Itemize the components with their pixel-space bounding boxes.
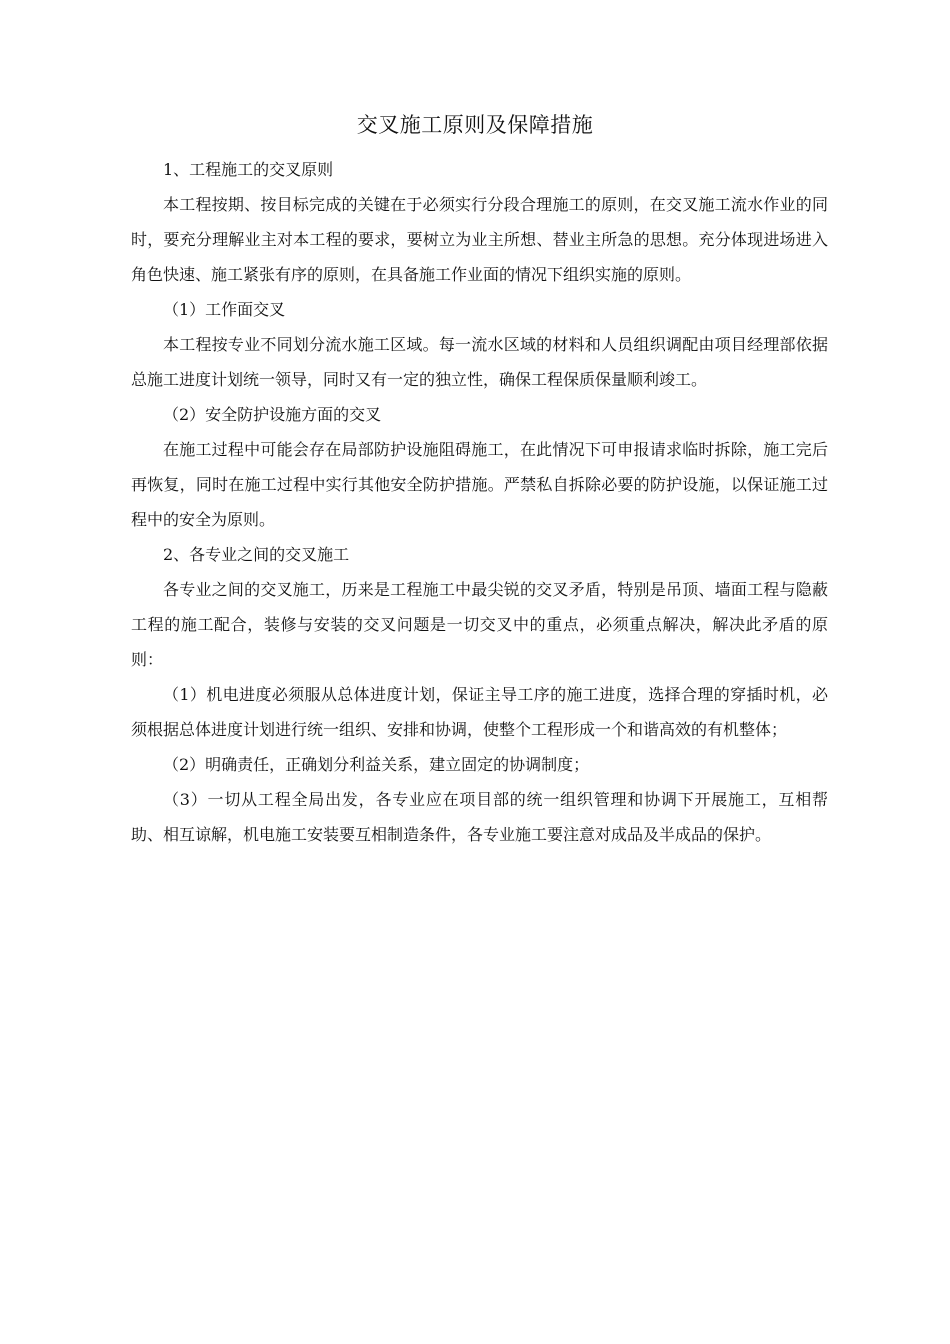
body-paragraph: 本工程按期、按目标完成的关键在于必须实行分段合理施工的原则，在交叉施工流水作业的同时，要充分理解业主对本工程的要求，要树立为业主所想、替业主所急的思想。充分体现进场进入角色快速、施工紧张有序的原则，在具备施工作业面的情况下组织实施的原则。	[131, 195, 828, 284]
body-paragraph: 本工程按专业不同划分流水施工区域。每一流水区域的材料和人员组织调配由项目经理部依据总施工进度计划统一领导，同时又有一定的独立性，确保工程保质保量顺利竣工。	[131, 335, 828, 389]
document-title: 交叉施工原则及保障措施	[356, 113, 594, 137]
body-paragraph: 各专业之间的交叉施工，历来是工程施工中最尖锐的交叉矛盾，特别是吊顶、墙面工程与隐蔽工程的施工配合，装修与安装的交叉问题是一切交叉中的重点，必须重点解决，解决此矛盾的原则：	[131, 580, 828, 669]
list-item: （1）机电进度必须服从总体进度计划，保证主导工序的施工进度，选择合理的穿插时机，必须根据总体进度计划进行统一组织、安排和协调，使整个工程形成一个和谐高效的有机整体；	[131, 685, 828, 739]
list-item: （3）一切从工程全局出发，各专业应在项目部的统一组织管理和协调下开展施工，互相帮助、相互谅解，机电施工安装要互相制造条件，各专业施工要注意对成品及半成品的保护。	[131, 790, 828, 844]
subsection-heading: （2）安全防护设施方面的交叉	[163, 405, 382, 424]
list-item: （2）明确责任，正确划分利益关系，建立固定的协调制度；	[163, 755, 590, 774]
section-heading-1: 1、工程施工的交叉原则	[163, 160, 334, 179]
section-heading-2: 2、各专业之间的交叉施工	[163, 545, 350, 564]
document-body	[131, 152, 828, 852]
body-paragraph: 在施工过程中可能会存在局部防护设施阻碍施工，在此情况下可申报请求临时拆除，施工完后再恢复，同时在施工过程中实行其他安全防护措施。严禁私自拆除必要的防护设施，以保证施工过程中的安全为原则。	[131, 440, 828, 529]
subsection-heading: （1）工作面交叉	[163, 300, 286, 319]
